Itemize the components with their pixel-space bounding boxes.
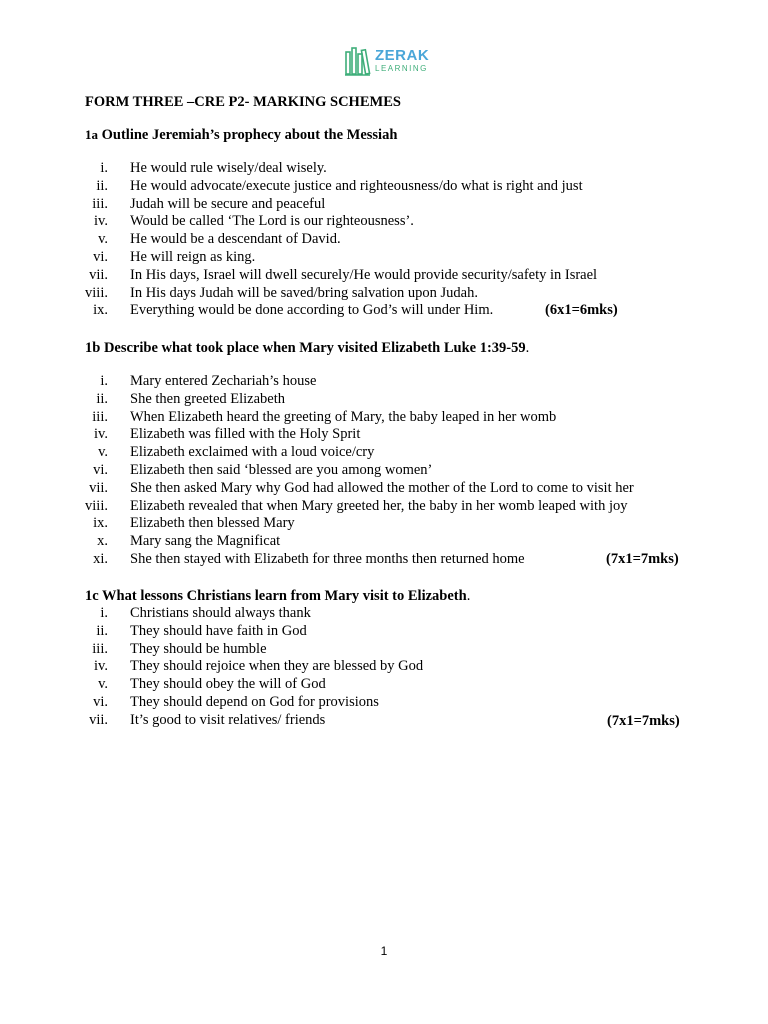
list-item bbox=[80, 498, 700, 516]
list-item-text: They should rejoice when they are blessed by God bbox=[130, 658, 424, 675]
list-item-text: They should obey the will of God bbox=[130, 676, 326, 693]
list-item bbox=[80, 267, 700, 285]
list-item-text: It’s good to visit relatives/ friends bbox=[130, 711, 326, 728]
page-title: FORM THREE –CRE P2- MARKING SCHEMES bbox=[85, 94, 401, 110]
list-item-text: He would advocate/execute justice and righteousness/do what is right and just bbox=[130, 177, 583, 194]
list-item-numeral: vii. bbox=[89, 711, 108, 728]
list-item bbox=[80, 694, 700, 712]
question-1c-answer-list bbox=[80, 605, 700, 730]
list-item-numeral: v. bbox=[98, 676, 108, 693]
list-item-text: Elizabeth was filled with the Holy Sprit bbox=[130, 426, 361, 443]
list-item-numeral: viii. bbox=[85, 284, 108, 301]
list-item bbox=[80, 676, 700, 694]
question-1b-marks: (7x1=7mks) bbox=[606, 551, 679, 567]
question-1a-answer-list bbox=[80, 160, 700, 320]
list-item-text: Everything would be done according to God’s will under Him. bbox=[130, 302, 494, 319]
list-item bbox=[80, 373, 700, 391]
question-1c-title: 1c What lessons Christians learn from Mary visit to Elizabeth bbox=[85, 588, 467, 604]
list-item-numeral: x. bbox=[97, 533, 108, 550]
list-item bbox=[80, 462, 700, 480]
list-item-numeral: iv. bbox=[94, 213, 108, 230]
question-1b-answer-list bbox=[80, 373, 700, 569]
list-item bbox=[80, 658, 700, 676]
list-item-numeral: vi. bbox=[93, 693, 108, 710]
question-1b-trail: . bbox=[525, 340, 530, 356]
question-1b-heading bbox=[85, 340, 529, 357]
question-1c-marks: (7x1=7mks) bbox=[607, 713, 680, 729]
question-1a-title: Outline Jeremiah’s prophecy about the Messiah bbox=[98, 127, 398, 143]
list-item-numeral: ii. bbox=[96, 622, 108, 639]
list-item bbox=[80, 533, 700, 551]
list-item bbox=[80, 426, 700, 444]
question-1a-heading bbox=[85, 127, 397, 144]
question-1c-trail: . bbox=[466, 588, 471, 604]
list-item-text: Mary entered Zechariah’s house bbox=[130, 373, 317, 389]
list-item-text: She then greeted Elizabeth bbox=[130, 390, 286, 407]
question-1c-heading bbox=[85, 588, 470, 605]
list-item-text: Mary sang the Magnificat bbox=[130, 533, 281, 550]
list-item bbox=[80, 160, 700, 178]
list-item-numeral: vi. bbox=[93, 461, 108, 478]
list-item-numeral: iii. bbox=[92, 408, 108, 425]
list-item-text: He will reign as king. bbox=[130, 248, 256, 265]
list-item bbox=[80, 641, 700, 659]
list-item bbox=[80, 213, 700, 231]
list-item-numeral: iv. bbox=[94, 426, 108, 443]
list-item-numeral: iii. bbox=[92, 640, 108, 657]
list-item-numeral: vi. bbox=[93, 248, 108, 265]
list-item-text: Elizabeth then blessed Mary bbox=[130, 515, 295, 532]
list-item bbox=[80, 605, 700, 623]
list-item-numeral: i. bbox=[100, 605, 108, 621]
list-item-text: She then stayed with Elizabeth for three months then returned home bbox=[130, 550, 525, 567]
list-item-numeral: i. bbox=[100, 373, 108, 389]
list-item bbox=[80, 444, 700, 462]
list-item-numeral: ii. bbox=[96, 390, 108, 407]
question-1a-number: 1a bbox=[85, 127, 98, 142]
list-item bbox=[80, 231, 700, 249]
list-item-numeral: i. bbox=[100, 160, 108, 176]
list-item-text: Elizabeth revealed that when Mary greeted her, the baby in her womb leaped with joy bbox=[130, 497, 628, 514]
list-item bbox=[80, 196, 700, 214]
list-item-text: They should be humble bbox=[130, 640, 267, 657]
page-number: 1 bbox=[380, 944, 388, 958]
list-item-text: He would be a descendant of David. bbox=[130, 231, 341, 248]
list-item bbox=[80, 409, 700, 427]
logo-subtitle: LEARNING bbox=[375, 63, 428, 73]
list-item-text: Would be called ‘The Lord is our righteousness’. bbox=[130, 213, 414, 230]
list-item bbox=[80, 515, 700, 533]
list-item-text: They should depend on God for provisions bbox=[130, 693, 379, 710]
books-icon bbox=[345, 44, 371, 76]
list-item bbox=[80, 480, 700, 498]
list-item-numeral: iv. bbox=[94, 658, 108, 675]
list-item-text: Elizabeth then said ‘blessed are you among women’ bbox=[130, 461, 433, 478]
list-item-text: When Elizabeth heard the greeting of Mary, the baby leaped in her womb bbox=[130, 408, 557, 425]
list-item bbox=[80, 249, 700, 267]
logo-word: ZERAK bbox=[375, 46, 430, 64]
list-item-text: In His days, Israel will dwell securely/He would provide security/safety in Israel bbox=[130, 266, 598, 283]
list-item-text: In His days Judah will be saved/bring salvation upon Judah. bbox=[130, 284, 478, 301]
list-item-numeral: xi. bbox=[93, 550, 108, 567]
list-item-numeral: ix. bbox=[93, 302, 108, 319]
list-item-numeral: iii. bbox=[92, 195, 108, 212]
list-item-numeral: v. bbox=[98, 444, 108, 461]
zeraki-logo bbox=[345, 44, 435, 76]
list-item-text: Judah will be secure and peaceful bbox=[130, 195, 326, 212]
list-item bbox=[80, 391, 700, 409]
list-item-numeral: viii. bbox=[85, 497, 108, 514]
list-item-numeral: ii. bbox=[96, 177, 108, 194]
list-item-numeral: v. bbox=[98, 231, 108, 248]
list-item-text: He would rule wisely/deal wisely. bbox=[130, 160, 327, 176]
list-item-text: Christians should always thank bbox=[130, 605, 311, 621]
list-item-text: Elizabeth exclaimed with a loud voice/cry bbox=[130, 444, 375, 461]
list-item-text: She then asked Mary why God had allowed the mother of the Lord to come to visit her bbox=[130, 479, 634, 496]
list-item-numeral: vii. bbox=[89, 479, 108, 496]
list-item-numeral: vii. bbox=[89, 266, 108, 283]
question-1a-marks: (6x1=6mks) bbox=[545, 302, 618, 318]
question-1b-title: 1b Describe what took place when Mary visited Elizabeth Luke 1:39-59 bbox=[85, 340, 526, 356]
list-item bbox=[80, 178, 700, 196]
list-item-numeral: ix. bbox=[93, 515, 108, 532]
list-item bbox=[80, 623, 700, 641]
list-item bbox=[80, 285, 700, 303]
list-item-text: They should have faith in God bbox=[130, 622, 307, 639]
